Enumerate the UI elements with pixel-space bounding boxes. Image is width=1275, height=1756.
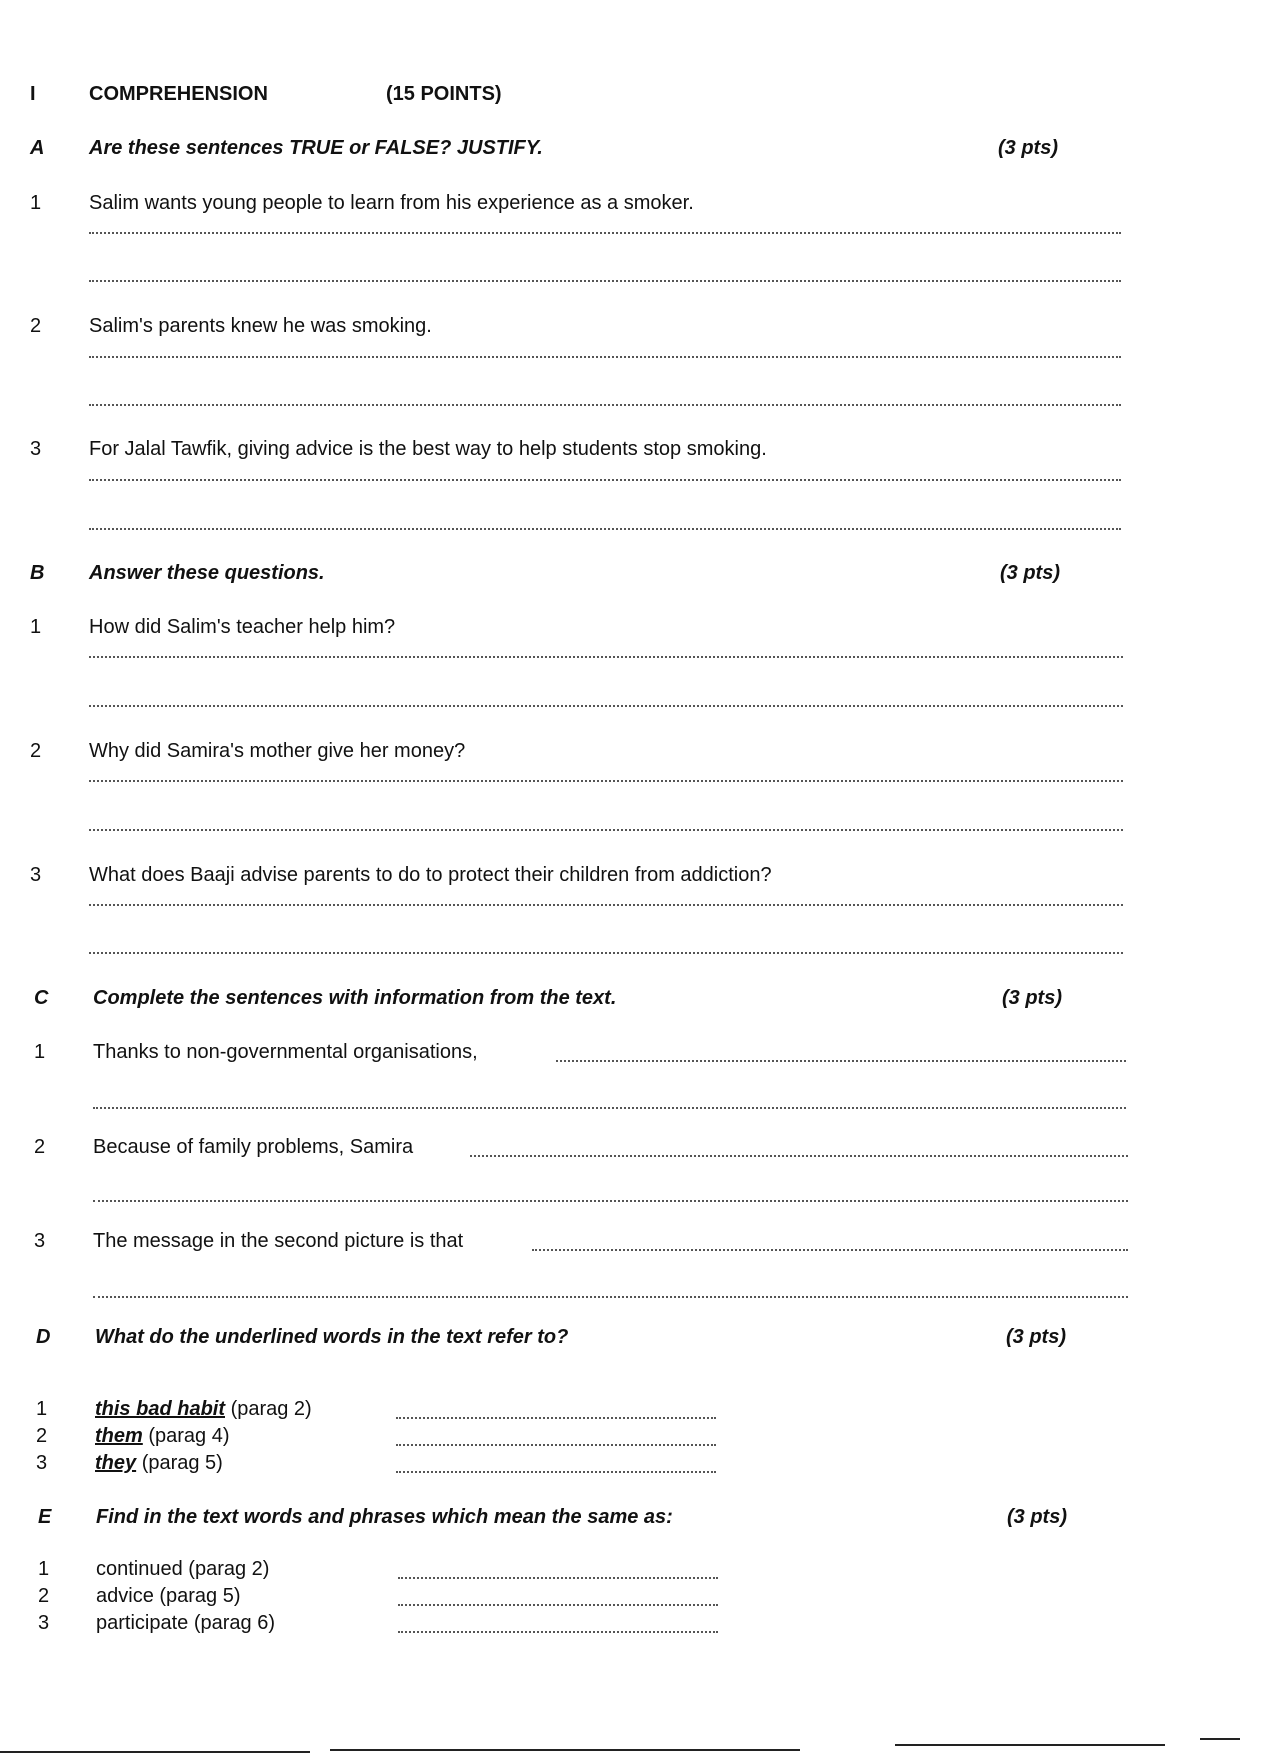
item-number: 3 xyxy=(30,864,42,886)
answer-line[interactable] xyxy=(470,1155,1128,1157)
section-b-points: (3 pts) xyxy=(1000,562,1060,584)
section-a-points: (3 pts) xyxy=(998,137,1058,159)
underlined-word: them xyxy=(95,1425,143,1447)
synonym-prompt: advice (parag 5) xyxy=(96,1585,241,1607)
item-number: 3 xyxy=(30,438,42,460)
reference-item xyxy=(95,1398,312,1421)
answer-line[interactable] xyxy=(93,1107,1126,1109)
page-edge-line xyxy=(895,1744,1165,1746)
statement-text: Salim wants young people to learn from his experience as a smoker. xyxy=(89,192,694,214)
answer-line[interactable] xyxy=(532,1249,1128,1251)
sentence-stem: Because of family problems, Samira xyxy=(93,1136,414,1158)
reference-item xyxy=(95,1452,223,1475)
answer-line[interactable] xyxy=(396,1471,716,1473)
item-number: 1 xyxy=(34,1041,46,1063)
section-e-points: (3 pts) xyxy=(1007,1506,1067,1528)
answer-line[interactable] xyxy=(89,280,1121,282)
answer-line[interactable] xyxy=(89,904,1123,906)
reference-item xyxy=(95,1425,230,1448)
item-number: 2 xyxy=(30,740,42,762)
answer-line[interactable] xyxy=(396,1417,716,1419)
answer-line[interactable] xyxy=(89,356,1121,358)
question-text: What does Baaji advise parents to do to protect their children from addiction? xyxy=(89,864,772,886)
item-number: 1 xyxy=(30,616,42,638)
answer-line[interactable] xyxy=(398,1577,718,1579)
section-e-instruction: Find in the text words and phrases which mean the same as: xyxy=(96,1506,673,1528)
paragraph-ref: (parag 5) xyxy=(141,1452,223,1474)
paragraph-ref: (parag 2) xyxy=(230,1398,312,1420)
answer-line[interactable] xyxy=(89,528,1121,530)
page-edge-line xyxy=(330,1749,800,1751)
section-d-points: (3 pts) xyxy=(1006,1326,1066,1348)
answer-line[interactable] xyxy=(556,1060,1126,1062)
item-number: 1 xyxy=(36,1398,48,1420)
item-number: 2 xyxy=(34,1136,46,1158)
answer-line[interactable] xyxy=(93,1296,1128,1298)
answer-line[interactable] xyxy=(89,232,1121,234)
statement-text: For Jalal Tawfik, giving advice is the best way to help students stop smoking. xyxy=(89,438,767,460)
section-c-letter: C xyxy=(34,987,49,1009)
answer-line[interactable] xyxy=(89,780,1123,782)
section-b-letter: B xyxy=(30,562,45,584)
sentence-stem: The message in the second picture is that xyxy=(93,1230,464,1252)
question-text: Why did Samira's mother give her money? xyxy=(89,740,466,762)
answer-line[interactable] xyxy=(89,705,1123,707)
underlined-word: they xyxy=(95,1452,137,1474)
section-a-instruction: Are these sentences TRUE or FALSE? JUSTIFY. xyxy=(89,137,543,159)
synonym-prompt: continued (parag 2) xyxy=(96,1558,270,1580)
section-d-instruction: What do the underlined words in the text refer to? xyxy=(95,1326,569,1348)
page-edge-line xyxy=(1200,1738,1240,1740)
item-number: 3 xyxy=(36,1452,48,1474)
section-e-letter: E xyxy=(38,1506,52,1528)
item-number: 2 xyxy=(36,1425,48,1447)
underlined-word: this bad habit xyxy=(95,1398,225,1420)
item-number: 2 xyxy=(30,315,42,337)
answer-line[interactable] xyxy=(89,952,1123,954)
section-c-instruction: Complete the sentences with information from the text. xyxy=(93,987,617,1009)
section-b-instruction: Answer these questions. xyxy=(89,562,325,584)
answer-line[interactable] xyxy=(89,829,1123,831)
answer-line[interactable] xyxy=(89,656,1123,658)
statement-text: Salim's parents knew he was smoking. xyxy=(89,315,432,337)
section-a-letter: A xyxy=(30,137,45,159)
paragraph-ref: (parag 4) xyxy=(148,1425,230,1447)
answer-line[interactable] xyxy=(396,1444,716,1446)
section-c-points: (3 pts) xyxy=(1002,987,1062,1009)
answer-line[interactable] xyxy=(398,1604,718,1606)
item-number: 1 xyxy=(38,1558,50,1580)
total-points: (15 POINTS) xyxy=(386,83,502,105)
page-edge-line xyxy=(0,1751,310,1753)
section-d-letter: D xyxy=(36,1326,51,1348)
answer-line[interactable] xyxy=(89,479,1121,481)
answer-line[interactable] xyxy=(398,1631,718,1633)
item-number: 3 xyxy=(34,1230,46,1252)
page-title: COMPREHENSION xyxy=(89,83,268,105)
question-text: How did Salim's teacher help him? xyxy=(89,616,396,638)
answer-line[interactable] xyxy=(89,404,1121,406)
sentence-stem: Thanks to non-governmental organisations, xyxy=(93,1041,478,1063)
answer-line[interactable] xyxy=(93,1200,1128,1202)
item-number: 1 xyxy=(30,192,42,214)
item-number: 2 xyxy=(38,1585,50,1607)
section-numeral: I xyxy=(30,83,36,105)
synonym-prompt: participate (parag 6) xyxy=(96,1612,275,1634)
item-number: 3 xyxy=(38,1612,50,1634)
